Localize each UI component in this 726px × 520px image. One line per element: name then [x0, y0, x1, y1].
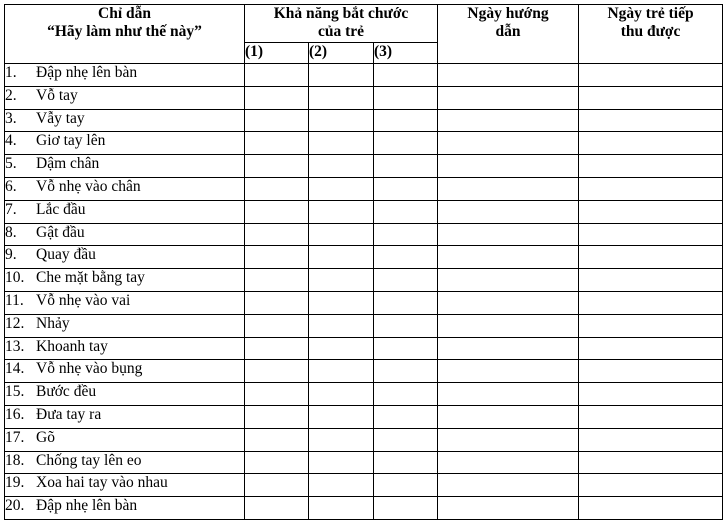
table-row: [5, 246, 723, 269]
table-row: [5, 177, 723, 200]
imitation-cell-3[interactable]: [374, 291, 438, 314]
imitation-cell-1[interactable]: [245, 177, 309, 200]
guide-date-cell[interactable]: [438, 405, 579, 428]
imitation-cell-2[interactable]: [309, 109, 374, 132]
row-label: Đập nhẹ lên bàn: [36, 497, 138, 515]
instruction-header: [5, 5, 245, 64]
guide-date-header-line1: Ngày hướng: [467, 5, 549, 22]
acquired-date-cell[interactable]: [579, 474, 723, 497]
row-label: Bước đều: [36, 383, 97, 401]
row-label: Vỗ nhẹ vào chân: [36, 177, 141, 195]
row-label: Gật đầu: [36, 223, 85, 241]
acquired-date-cell[interactable]: [579, 405, 723, 428]
acquired-date-cell[interactable]: [579, 314, 723, 337]
imitation-cell-1[interactable]: [245, 428, 309, 451]
acquired-date-cell[interactable]: [579, 291, 723, 314]
row-number: 5.: [5, 155, 17, 173]
guide-date-cell[interactable]: [438, 314, 579, 337]
imitation-cell-3[interactable]: [374, 497, 438, 520]
imitation-cell-3[interactable]: [374, 64, 438, 87]
acquired-date-cell[interactable]: [579, 246, 723, 269]
instruction-cell: [5, 177, 245, 200]
guide-date-cell[interactable]: [438, 86, 579, 109]
row-label: Xoa hai tay vào nhau: [36, 474, 168, 492]
imitation-subheader-3: (3): [374, 43, 438, 64]
imitation-header-line2: của trẻ: [317, 23, 365, 40]
imitation-cell-1[interactable]: [245, 64, 309, 87]
imitation-cell-1[interactable]: [245, 200, 309, 223]
imitation-cell-3[interactable]: [374, 155, 438, 178]
imitation-cell-1[interactable]: [245, 291, 309, 314]
row-number: 17.: [5, 428, 25, 446]
imitation-cell-3[interactable]: [374, 246, 438, 269]
row-label: Vỗ nhẹ vào bụng: [36, 360, 143, 378]
imitation-cell-1[interactable]: [245, 155, 309, 178]
imitation-cell-1[interactable]: [245, 223, 309, 246]
instruction-cell: [5, 383, 245, 406]
imitation-cell-1[interactable]: [245, 383, 309, 406]
imitation-cell-3[interactable]: [374, 383, 438, 406]
acquired-date-cell[interactable]: [579, 86, 723, 109]
imitation-subheader-1: (1): [245, 43, 309, 64]
acquired-date-cell[interactable]: [579, 383, 723, 406]
row-number: 18.: [5, 451, 25, 469]
guide-date-header-line2: dẫn: [495, 23, 521, 40]
instruction-cell: [5, 314, 245, 337]
imitation-table: [4, 4, 723, 520]
row-number: 19.: [5, 474, 25, 492]
guide-date-cell[interactable]: [438, 474, 579, 497]
guide-date-cell[interactable]: [438, 428, 579, 451]
guide-date-cell[interactable]: [438, 177, 579, 200]
acquired-date-cell[interactable]: [579, 360, 723, 383]
table-row: [5, 223, 723, 246]
imitation-cell-2[interactable]: [309, 86, 374, 109]
imitation-cell-3[interactable]: [374, 132, 438, 155]
imitation-cell-2[interactable]: [309, 405, 374, 428]
row-number: 7.: [5, 200, 17, 218]
acquired-date-cell[interactable]: [579, 109, 723, 132]
imitation-cell-1[interactable]: [245, 314, 309, 337]
acquired-date-header: [579, 5, 723, 64]
imitation-cell-1[interactable]: [245, 132, 309, 155]
imitation-cell-1[interactable]: [245, 337, 309, 360]
row-label: Chống tay lên eo: [36, 451, 142, 469]
table-row: [5, 132, 723, 155]
acquired-date-cell[interactable]: [579, 269, 723, 292]
instruction-cell: [5, 155, 245, 178]
table-row: [5, 86, 723, 109]
imitation-cell-1[interactable]: [245, 474, 309, 497]
row-label: Nhảy: [36, 314, 70, 332]
instruction-cell: [5, 497, 245, 520]
table-row: [5, 383, 723, 406]
imitation-cell-2[interactable]: [309, 200, 374, 223]
imitation-cell-1[interactable]: [245, 246, 309, 269]
imitation-cell-1[interactable]: [245, 86, 309, 109]
table-row: [5, 405, 723, 428]
row-number: 4.: [5, 132, 17, 150]
instruction-cell: [5, 405, 245, 428]
imitation-subheader-2: (2): [309, 43, 374, 64]
table-row: [5, 291, 723, 314]
imitation-cell-2[interactable]: [309, 269, 374, 292]
imitation-cell-3[interactable]: [374, 223, 438, 246]
guide-date-cell[interactable]: [438, 451, 579, 474]
imitation-cell-2[interactable]: [309, 474, 374, 497]
row-number: 6.: [5, 177, 17, 195]
row-number: 14.: [5, 360, 25, 378]
imitation-cell-2[interactable]: [309, 451, 374, 474]
table-row: [5, 314, 723, 337]
acquired-date-header-line2: thu được: [620, 23, 681, 40]
row-label: Đập nhẹ lên bàn: [36, 64, 138, 81]
imitation-cell-3[interactable]: [374, 200, 438, 223]
instruction-cell: [5, 428, 245, 451]
imitation-cell-1[interactable]: [245, 360, 309, 383]
imitation-cell-3[interactable]: [374, 451, 438, 474]
row-label: Gõ: [36, 428, 55, 446]
row-label: Đưa tay ra: [36, 405, 102, 423]
imitation-cell-2[interactable]: [309, 223, 374, 246]
instruction-cell: [5, 64, 245, 87]
guide-date-header: [438, 5, 579, 64]
guide-date-cell[interactable]: [438, 383, 579, 406]
imitation-cell-2[interactable]: [309, 246, 374, 269]
imitation-cell-1[interactable]: [245, 405, 309, 428]
imitation-cell-2[interactable]: [309, 383, 374, 406]
row-number: 9.: [5, 246, 17, 264]
guide-date-cell[interactable]: [438, 360, 579, 383]
row-label: Vỗ nhẹ vào vai: [36, 291, 131, 309]
row-number: 16.: [5, 405, 25, 423]
acquired-date-cell[interactable]: [579, 200, 723, 223]
imitation-cell-2[interactable]: [309, 360, 374, 383]
instruction-cell: [5, 291, 245, 314]
guide-date-cell[interactable]: [438, 337, 579, 360]
acquired-date-cell[interactable]: [579, 428, 723, 451]
imitation-cell-2[interactable]: [309, 337, 374, 360]
row-label: Che mặt bằng tay: [36, 269, 145, 287]
instruction-header-line1: Chỉ dẫn: [98, 5, 151, 22]
table-row: [5, 428, 723, 451]
instruction-cell: [5, 109, 245, 132]
acquired-date-cell[interactable]: [579, 155, 723, 178]
imitation-cell-1[interactable]: [245, 269, 309, 292]
instruction-header-line2: “Hãy làm như thế này”: [47, 23, 202, 40]
row-label: Vỗ tay: [36, 86, 78, 104]
guide-date-cell[interactable]: [438, 155, 579, 178]
acquired-date-cell[interactable]: [579, 64, 723, 87]
instruction-cell: [5, 223, 245, 246]
imitation-cell-3[interactable]: [374, 360, 438, 383]
instruction-cell: [5, 474, 245, 497]
guide-date-cell[interactable]: [438, 269, 579, 292]
row-label: Vẫy tay: [36, 109, 85, 127]
guide-date-cell[interactable]: [438, 246, 579, 269]
instruction-cell: [5, 269, 245, 292]
acquired-date-cell[interactable]: [579, 177, 723, 200]
imitation-cell-2[interactable]: [309, 314, 374, 337]
imitation-cell-2[interactable]: [309, 291, 374, 314]
imitation-cell-2[interactable]: [309, 497, 374, 520]
instruction-cell: [5, 86, 245, 109]
table-row: [5, 360, 723, 383]
acquired-date-cell[interactable]: [579, 337, 723, 360]
row-number: 20.: [5, 497, 25, 515]
imitation-cell-2[interactable]: [309, 155, 374, 178]
instruction-cell: [5, 200, 245, 223]
row-number: 10.: [5, 269, 25, 287]
imitation-cell-3[interactable]: [374, 109, 438, 132]
row-label: Giơ tay lên: [36, 132, 106, 150]
imitation-cell-3[interactable]: [374, 474, 438, 497]
row-label: Lắc đầu: [36, 200, 86, 218]
acquired-date-cell[interactable]: [579, 223, 723, 246]
imitation-cell-3[interactable]: [374, 269, 438, 292]
imitation-cell-1[interactable]: [245, 497, 309, 520]
table-row: [5, 64, 723, 87]
row-number: 3.: [5, 109, 17, 127]
guide-date-cell[interactable]: [438, 64, 579, 87]
table-row: [5, 337, 723, 360]
table-body: [5, 64, 723, 520]
acquired-date-cell[interactable]: [579, 451, 723, 474]
table-row: [5, 109, 723, 132]
acquired-date-header-line1: Ngày trẻ tiếp: [607, 5, 694, 22]
imitation-cell-2[interactable]: [309, 177, 374, 200]
imitation-header: [245, 5, 438, 43]
instruction-cell: [5, 360, 245, 383]
row-number: 8.: [5, 223, 17, 241]
row-label: Quay đầu: [36, 246, 96, 264]
guide-date-cell[interactable]: [438, 291, 579, 314]
imitation-cell-3[interactable]: [374, 405, 438, 428]
instruction-cell: [5, 246, 245, 269]
imitation-cell-3[interactable]: [374, 337, 438, 360]
imitation-cell-3[interactable]: [374, 314, 438, 337]
acquired-date-cell[interactable]: [579, 497, 723, 520]
row-number: 11.: [5, 291, 24, 309]
table-row: [5, 451, 723, 474]
guide-date-cell[interactable]: [438, 223, 579, 246]
imitation-cell-3[interactable]: [374, 428, 438, 451]
guide-date-cell[interactable]: [438, 109, 579, 132]
imitation-cell-3[interactable]: [374, 86, 438, 109]
row-number: 12.: [5, 314, 25, 332]
imitation-cell-1[interactable]: [245, 109, 309, 132]
row-label: Dậm chân: [36, 155, 100, 173]
table-row: [5, 200, 723, 223]
row-number: 15.: [5, 383, 25, 401]
imitation-header-line1: Khả năng bắt chước: [273, 5, 409, 22]
guide-date-cell[interactable]: [438, 497, 579, 520]
imitation-cell-2[interactable]: [309, 64, 374, 87]
guide-date-cell[interactable]: [438, 132, 579, 155]
guide-date-cell[interactable]: [438, 200, 579, 223]
instruction-cell: [5, 451, 245, 474]
instruction-cell: [5, 132, 245, 155]
table-row: [5, 269, 723, 292]
imitation-cell-2[interactable]: [309, 132, 374, 155]
row-number: 1.: [5, 64, 17, 81]
table-row: [5, 474, 723, 497]
row-number: 2.: [5, 86, 17, 104]
imitation-cell-3[interactable]: [374, 177, 438, 200]
instruction-cell: [5, 337, 245, 360]
table-row: [5, 155, 723, 178]
imitation-cell-1[interactable]: [245, 451, 309, 474]
row-number: 13.: [5, 337, 25, 355]
acquired-date-cell[interactable]: [579, 132, 723, 155]
table-row: [5, 497, 723, 520]
imitation-cell-2[interactable]: [309, 428, 374, 451]
row-label: Khoanh tay: [36, 337, 108, 355]
